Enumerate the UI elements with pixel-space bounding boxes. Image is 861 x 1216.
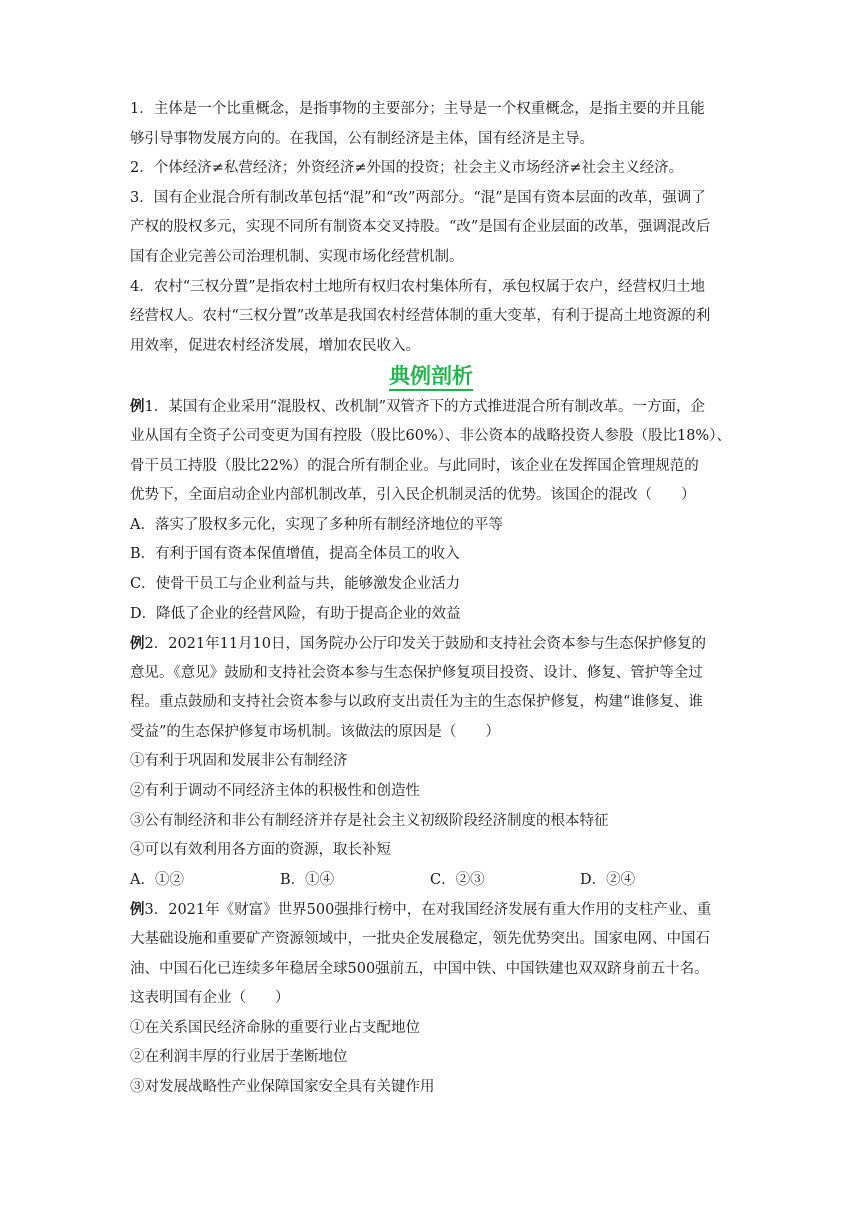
text-line: 够引导事物发展方向的。在我国，公有制经济是主体，国有经济是主导。 (130, 130, 594, 147)
text-line: 1．某国有企业采用“混股权、改机制”双管齐下的方式推进混合所有制改革。一方面，企 (144, 399, 706, 416)
section-title-text: 典例剖析 (389, 364, 473, 391)
example-1 (130, 392, 732, 629)
text-line: 3．国有企业混合所有制改革包括“混”和“改”两部分。“混”是国有资本层面的改革，强调了 (130, 189, 706, 206)
statement-1: ①有利于巩固和发展非公有制经济 (130, 753, 348, 770)
choice-a: A．落实了股权多元化，实现了多种所有制经济地位的平等 (130, 516, 503, 533)
document-page (130, 95, 732, 1103)
choice-c: C．使骨干员工与企业利益与共，能够激发企业活力 (130, 575, 461, 592)
text-line: 程。重点鼓励和支持社会资本参与以政府支出责任为主的生态保护修复，构建“谁修复、谁 (130, 694, 703, 711)
choice-d: D．降低了企业的经营风险，有助于提高企业的效益 (130, 605, 461, 622)
knowledge-point-3 (130, 184, 732, 273)
statement-2: ②在利润丰厚的行业居于垄断地位 (130, 1049, 348, 1066)
text-line: 油、中国石化已连续多年稳居全球500强前五，中国中铁、中国铁建也双双跻身前五十名。 (130, 960, 709, 977)
text-line: 2．个体经济≠私营经济；外资经济≠外国的投资；社会主义市场经济≠社会主义经济。 (130, 160, 684, 177)
statement-3: ③对发展战略性产业保障国家安全具有关键作用 (130, 1079, 435, 1095)
example-label: 例 (130, 901, 145, 919)
statement-2: ②有利于调动不同经济主体的积极性和创造性 (130, 783, 420, 800)
choice-b: B．有利于国有资本保值增值，提高全体员工的收入 (130, 546, 460, 563)
knowledge-point-2 (130, 154, 732, 184)
text-line: 优势下，全面启动企业内部机制改革，引入民企机制灵活的优势。该国企的混改（ ） (130, 487, 696, 504)
section-title (130, 361, 732, 392)
knowledge-point-1 (130, 95, 732, 154)
statement-4: ④可以有效利用各方面的资源，取长补短 (130, 842, 391, 859)
text-line: 这表明国有企业（ ） (130, 990, 290, 1007)
text-line: 产权的股权多元，实现不同所有制资本交叉持股。“改”是国有企业层面的改革，强调混改后 (130, 219, 711, 236)
text-line: 3．2021年《财富》世界500强排行榜中，在对我国经济发展有重大作用的支柱产业、重 (144, 902, 712, 919)
example-3 (130, 895, 732, 1102)
statement-1: ①在关系国民经济命脉的重要行业占支配地位 (130, 1019, 420, 1036)
statement-3: ③公有制经济和非公有制经济并存是社会主义初级阶段经济制度的根本特征 (130, 812, 609, 829)
option-c: C．②③ (430, 871, 485, 888)
example-label: 例 (130, 398, 145, 416)
text-line: 受益”的生态保护修复市场机制。该做法的原因是（ ） (130, 723, 500, 740)
text-line: 经营权人。农村“三权分置”改革是我国农村经营体制的重大变革，有利于提高土地资源的利 (130, 308, 711, 325)
text-line: 意见。《意见》鼓励和支持社会资本参与生态保护修复项目投资、设计、修复、管护等全过 (130, 664, 703, 681)
example-label: 例 (130, 635, 145, 653)
text-line: 业从国有全资子公司变更为国有控股（股比60%）、非公资本的战略投资人参股（股比18%）、 (130, 427, 731, 444)
options-row (130, 866, 732, 896)
option-b: B．①④ (280, 871, 335, 888)
text-line: 国有企业完善公司治理机制、实现市场化经营机制。 (130, 248, 464, 265)
option-d: D．②④ (580, 871, 636, 888)
text-line: 大基础设施和重要矿产资源领域中，一批央企发展稳定，领先优势突出。国家电网、中国石 (130, 931, 710, 948)
text-line: 用效率，促进农村经济发展，增加农民收入。 (130, 337, 420, 354)
example-2 (130, 629, 732, 895)
text-line: 4．农村“三权分置”是指农村土地所有权归农村集体所有，承包权属于农户，经营权归土地 (130, 278, 706, 295)
text-line: 1．主体是一个比重概念，是指事物的主要部分；主导是一个权重概念，是指主要的并且能 (130, 101, 705, 117)
knowledge-point-4 (130, 273, 732, 362)
text-line: 骨干员工持股（股比22%）的混合所有制企业。与此同时，该企业在发挥国企管理规范的 (130, 457, 699, 474)
option-a: A．①② (130, 871, 184, 888)
text-line: 2．2021年11月10日，国务院办公厅印发关于鼓励和支持社会资本参与生态保护修复的 (144, 636, 707, 653)
